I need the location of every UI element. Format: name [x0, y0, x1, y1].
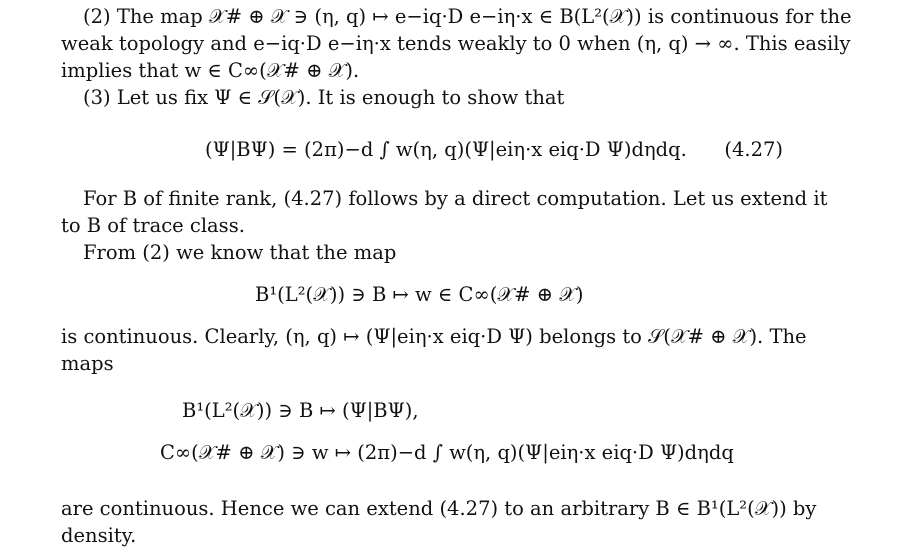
para4-line2: to B of trace class. — [61, 214, 245, 237]
para5-line1: From (2) we know that the map — [83, 241, 397, 264]
para2-line3: implies that w ∈ C∞(𝒳# ⊕ 𝒳). — [61, 59, 360, 82]
equation-tag-4-27: (4.27) — [724, 138, 783, 161]
para7-line1: are continuous. Hence we can extend (4.27) to an arbitrary B ∈ B¹(L²(𝒳)) by — [61, 497, 817, 520]
display-maps-row2: C∞(𝒳# ⊕ 𝒳) ∋ w ↦ (2π)−d ∫ w(η, q)(Ψ|eiη·x eiq·D Ψ)dηdq — [160, 441, 734, 464]
para7-line2: density. — [61, 524, 137, 547]
para6-line2: maps — [61, 352, 114, 375]
display-map: B¹(L²(𝒳)) ∋ B ↦ w ∈ C∞(𝒳# ⊕ 𝒳) — [255, 283, 584, 306]
equation-4-27: (Ψ|BΨ) = (2π)−d ∫ w(η, q)(Ψ|eiη·x eiq·D Ψ)dηdq. — [205, 138, 687, 161]
para2-line1: (2) The map 𝒳# ⊕ 𝒳 ∋ (η, q) ↦ e−iq·D e−iη·x ∈ B(L²(𝒳)) is continuous for the — [83, 5, 852, 28]
para2-line2: weak topology and e−iq·D e−iη·x tends weakly to 0 when (η, q) → ∞. This easily — [61, 32, 851, 55]
para6-line1: is continuous. Clearly, (η, q) ↦ (Ψ|eiη·x eiq·D Ψ) belongs to 𝒮(𝒳# ⊕ 𝒳). The — [61, 325, 807, 348]
display-maps-row1: B¹(L²(𝒳)) ∋ B ↦ (Ψ|BΨ), — [182, 399, 419, 422]
para4-line1: For B of finite rank, (4.27) follows by a direct computation. Let us extend it — [83, 187, 828, 210]
para3-line1: (3) Let us fix Ψ ∈ 𝒮(𝒳). It is enough to show that — [83, 86, 565, 109]
